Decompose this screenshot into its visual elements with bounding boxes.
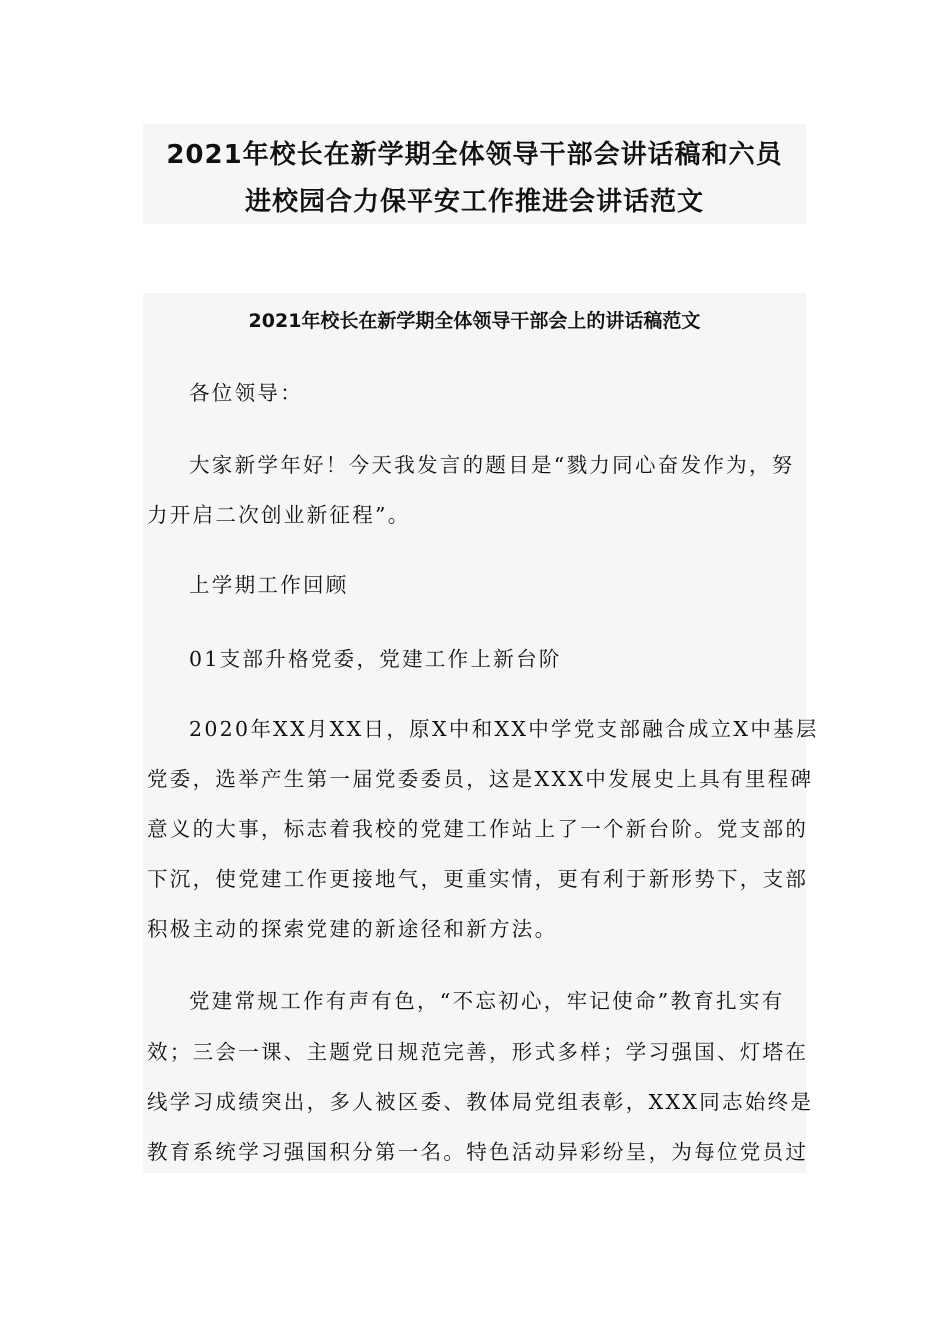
paragraph-3-line-3: 线学习成绩突出，多人被区委、教体局党组表彰，XXX同志始终是 [147, 1090, 814, 1114]
paragraph-3-line-2: 效；三会一课、主题党日规范完善，形式多样；学习强国、灯塔在 [147, 1040, 809, 1064]
paragraph-2-line-3: 意义的大事，标志着我校的党建工作站上了一个新台阶。党支部的 [147, 817, 809, 841]
title-block [143, 124, 806, 224]
paragraph-3-line-4: 教育系统学习强国积分第一名。特色活动异彩纷呈，为每位党员过 [147, 1140, 809, 1164]
speech-title: 2021年校长在新学期全体领导干部会上的讲话稿范文 [248, 310, 701, 332]
document-title-line-1: 2021年校长在新学期全体领导干部会讲话稿和六员 [166, 140, 783, 170]
section-heading: 上学期工作回顾 [189, 573, 349, 597]
document-body [143, 293, 819, 1173]
salutation: 各位领导： [189, 381, 303, 405]
paragraph-1-line-2: 力开启二次创业新征程”。 [147, 503, 411, 527]
paragraph-1-line-1: 大家新学年好！今天我发言的题目是“戮力同心奋发作为，努 [189, 453, 795, 477]
paragraph-2-line-2: 党委，选举产生第一届党委委员，这是XXX中发展史上具有里程碑 [147, 767, 814, 791]
paragraph-2-line-4: 下沉，使党建工作更接地气，更重实情，更有利于新形势下，支部 [147, 867, 809, 891]
document-title-line-2: 进校园合力保平安工作推进会讲话范文 [244, 187, 704, 217]
paragraph-3-line-1: 党建常规工作有声有色，“不忘初心，牢记使命”教育扎实有 [189, 989, 785, 1013]
paragraph-2-line-5: 积极主动的探索党建的新途径和新方法。 [147, 917, 558, 941]
paragraph-2-line-1: 2020年XX月XX日，原X中和XX中学党支部融合成立X中基层 [189, 717, 819, 741]
item-heading: 01支部升格党委，党建工作上新台阶 [189, 647, 562, 671]
